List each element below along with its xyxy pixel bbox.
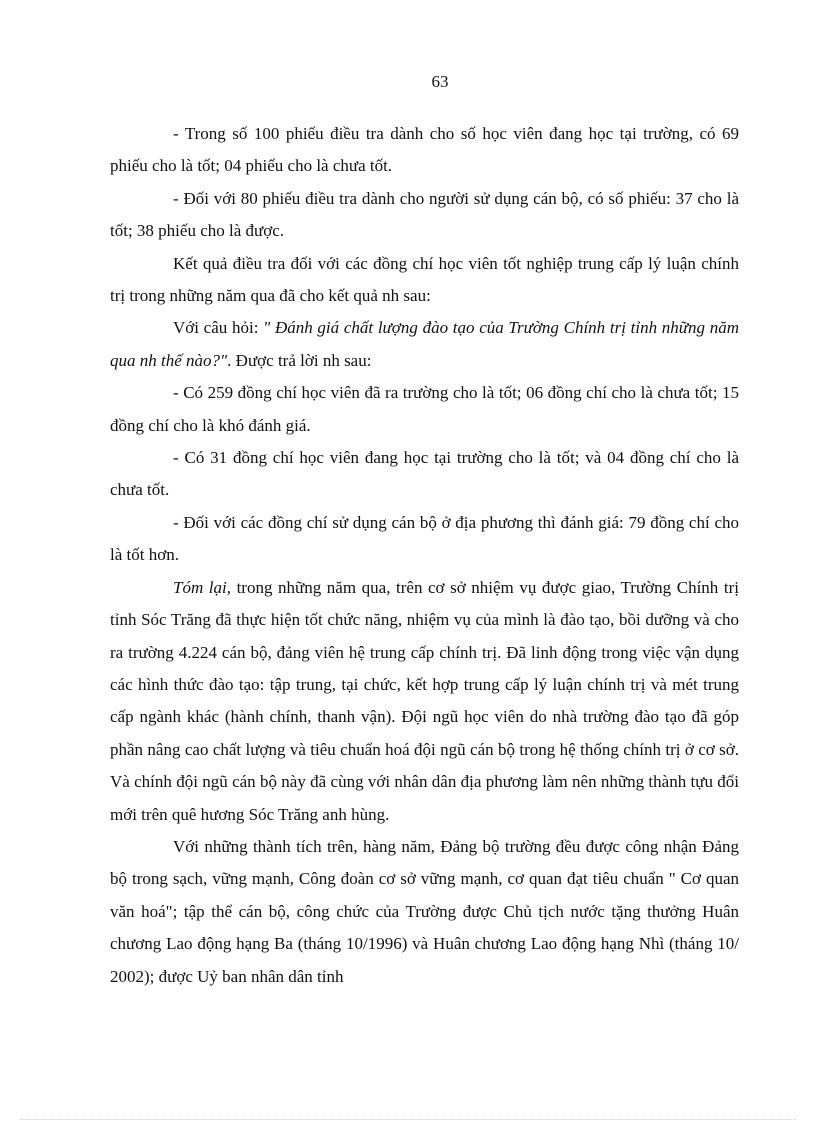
- paragraph-survey-question: [110, 312, 739, 377]
- question-tail: . Được trả lời nh sau:: [227, 350, 372, 370]
- question-lead: Với câu hỏi:: [173, 318, 264, 338]
- paragraph-achievements: Với những thành tích trên, hàng năm, Đảng bộ trường đều được công nhận Đảng bộ trong sạch, vững mạnh, Công đoàn cơ sở vững mạnh, cơ quan đạt tiêu chuẩn " Cơ quan văn hoá"; tập thể cán bộ, công chức của Trường được Chủ tịch nước tặng thưởng Huân chương Lao động hạng Ba (tháng 10/1996) và Huân chương Lao động hạng Nhì (tháng 10/ 2002); được Uỷ ban nhân dân tỉnh: [110, 836, 739, 986]
- page-bottom-divider: [20, 1119, 796, 1120]
- paragraph-survey-results-intro: Kết quả điều tra đối với các đồng chí học viên tốt nghiệp trung cấp lý luận chính trị trong những năm qua đã cho kết quả nh sau:: [110, 253, 739, 306]
- summary-text: trong những năm qua, trên cơ sở nhiệm vụ được giao, Trường Chính trị tỉnh Sóc Trăng đã thực hiện tốt chức năng, nhiệm vụ của mình là đào tạo, bồi dưỡng và cho ra trường 4.224 cán bộ, đảng viên hệ trung cấp chính trị. Đã linh động trong việc vận dụng các hình thức đào tạo: tập trung, tại chức, kết hợp trung cấp lý luận chính trị và mét trung cấp ngành khác (hành chính, thanh vận). Đội ngũ học viên do nhà trường đào tạo đã góp phần nâng cao chất lượng và tiêu chuẩn hoá đội ngũ cán bộ trong hệ thống chính trị ở cơ sở. Và chính đội ngũ cán bộ này đã cùng với nhân dân địa phương làm nên những thành tựu đổi mới trên quê hương Sóc Trăng anh hùng.: [110, 577, 739, 824]
- paragraph-local-employers-answer: - Đối với các đồng chí sử dụng cán bộ ở địa phương thì đánh giá: 79 đồng chí cho là tốt hơn.: [110, 512, 739, 565]
- question-text: " Đánh giá chất lượng đào tạo của Trường Chính trị tỉnh những năm qua nh thế nào?": [110, 318, 740, 370]
- summary-lead: Tóm lại,: [173, 577, 231, 597]
- paragraph-current-students-answer: - Có 31 đồng chí học viên đang học tại trường cho là tốt; và 04 đồng chí cho là chưa tốt.: [110, 448, 739, 500]
- document-body: [110, 118, 739, 993]
- page-number: 63: [431, 72, 449, 91]
- paragraph-survey-employers: - Đối với 80 phiếu điều tra dành cho người sử dụng cán bộ, có số phiếu: 37 cho là tốt; 38 phiếu cho là được.: [110, 188, 739, 241]
- paragraph-graduates-answer: - Có 259 đồng chí học viên đã ra trường cho là tốt; 06 đồng chí cho là chưa tốt; 15 đồng chí cho là khó đánh giá.: [110, 383, 739, 435]
- paragraph-summary: [110, 572, 739, 831]
- paragraph-survey-students: - Trong số 100 phiếu điều tra dành cho số học viên đang học tại trường, có 69 phiếu cho là tốt; 04 phiếu cho là chưa tốt.: [110, 124, 739, 176]
